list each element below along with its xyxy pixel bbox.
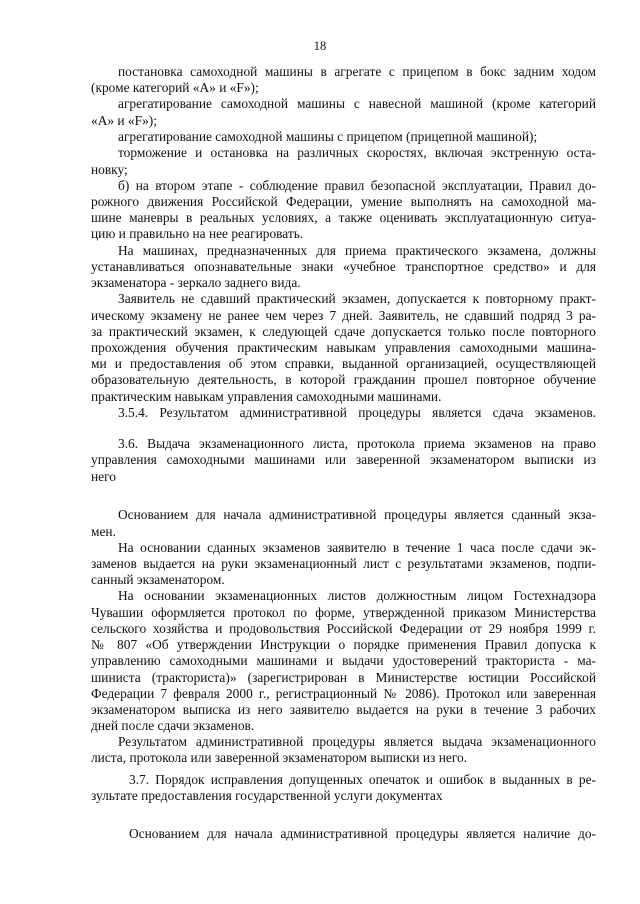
text-line: На машинах, предназначенных для приема практического экзамена, должны xyxy=(118,243,596,258)
text-line: за практический экзамен, к следующей сдаче допускается только после повторного xyxy=(91,324,596,339)
text-line: На основании сданных экзаменов заявителю в течение 1 часа после сдачи эк- xyxy=(118,540,596,555)
text-line: санный экзаменатором. xyxy=(91,572,225,587)
text-line: рожного движения Российской Федерации, умение выполнять на самоходной ма- xyxy=(91,194,596,209)
text-line: ическому экзамену не ранее чем через 7 дней. Заявитель, не сдавший подряд 3 ра- xyxy=(91,308,596,323)
text-line: 3.6. Выдача экзаменационного листа, протокола приема экзаменов на право xyxy=(118,436,596,451)
text-line: Результатом административной процедуры является выдача экзаменационного xyxy=(118,734,596,749)
text-line: б) на втором этапе - соблюдение правил безопасной эксплуатации, Правил до- xyxy=(118,178,596,193)
text-line: Заявитель не сдавший практический экзамен, допускается к повторному практ- xyxy=(118,291,596,306)
text-line: экзаменатором выписка из него заявителю выдается на руки в течение 3 рабочих xyxy=(91,702,596,717)
text-line: агрегатирование самоходной машины с прицепом (прицепной машиной); xyxy=(118,129,538,144)
text-line: № 807 «Об утверждении Инструкции о порядке применения Правил допуска к xyxy=(91,637,596,652)
text-line: ми и предоставления об этом справки, выданной организацией, осуществляющей xyxy=(91,356,596,371)
text-line: агрегатирование самоходной машины с навесной машиной (кроме категорий xyxy=(118,96,596,111)
text-line: шиниста (тракториста)» (зарегистрирован в Министерстве юстиции Российской xyxy=(91,670,596,685)
text-line: цию и правильно на нее реагировать. xyxy=(91,226,304,241)
text-line: заменов выдается на руки экзаменационный лист с результатами экзаменов, подпи- xyxy=(91,556,596,571)
text-line: экзаменатора - зеркало заднего вида. xyxy=(91,275,301,290)
text-line: сельского хозяйства и продовольствия Российской Федерации от 29 ноября 1999 г. xyxy=(91,621,596,636)
text-line: него xyxy=(91,469,116,484)
text-line: торможение и остановка на различных скоростях, включая экстренную оста- xyxy=(118,145,596,160)
text-line: шине маневры в реальных условиях, а также оценивать эксплуатационную ситуа- xyxy=(91,210,596,225)
text-line: мен. xyxy=(91,524,116,539)
text-line: Чувашии оформляется протокол по форме, утвержденной приказом Министерства xyxy=(91,605,596,620)
text-line: устанавливаться опознавательные знаки «учебное транспортное средство» и для xyxy=(91,259,596,274)
text-line: (кроме категорий «А» и «F»); xyxy=(91,80,259,95)
text-line: практическим навыкам управления самоходными машинами. xyxy=(91,389,442,404)
text-line: образовательную деятельность, в которой гражданин прошел повторное обучение xyxy=(91,372,596,387)
text-line: 3.5.4. Результатом административной процедуры является сдача экзаменов. xyxy=(118,405,596,420)
page-number: 18 xyxy=(313,39,327,53)
text-line: Основанием для начала административной процедуры является наличие до- xyxy=(129,826,596,841)
text-line: Основанием для начала административной процедуры является сданный экза- xyxy=(118,507,596,522)
text-line: Федерации 7 февраля 2000 г., регистрационный № 2086). Протокол или заверенная xyxy=(91,686,596,701)
text-line: На основании экзаменационных листов должностным лицом Гостехнадзора xyxy=(118,588,596,603)
text-line: 3.7. Порядок исправления допущенных опечаток и ошибок в выданных в ре- xyxy=(129,772,596,787)
text-line: зультате предоставления государственной услуги документах xyxy=(91,788,443,803)
text-line: управления самоходными машинами или заверенной экзаменатором выписки из xyxy=(91,452,596,467)
text-line: управлению самоходными машинами и выдачи удостоверений тракториста - ма- xyxy=(91,653,596,668)
text-line: дней после сдачи экзаменов. xyxy=(91,718,255,733)
text-line: прохождения обучения практическим навыкам управления самоходными машина- xyxy=(91,340,596,355)
text-line: «А» и «F»); xyxy=(91,113,157,128)
text-line: новку; xyxy=(91,162,128,177)
text-line: листа, протокола или заверенной экзаменатором выписки из него. xyxy=(91,750,468,765)
text-line: постановка самоходной машины в агрегате с прицепом в бокс задним ходом xyxy=(118,64,596,79)
